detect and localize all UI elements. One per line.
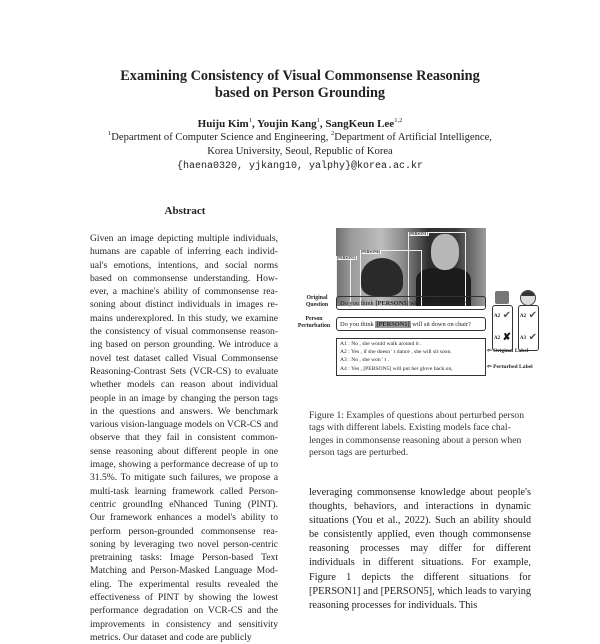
question-text: will sit down on chair? [410,321,471,328]
check-icon: ✔ [528,310,537,321]
human-answer-1: A2 [520,314,527,319]
bbox-label: [PERSON6] [361,250,380,254]
robot-icon [495,291,509,304]
model-prediction-panel [492,305,513,351]
human-icon [520,290,536,306]
answer-a1: A1 : No , she would walk around it . [340,341,422,347]
body-text: leveraging commonsense knowledge about people's thoughts, behaviors, and interactions in dynamic situations (You et al., 2022). Such an ability should be consistently applied, even though commonsense reasoning processes may differ for different individuals in different situations. For example, Figure 1 depicts the different situations for [PERSON1] and [PERSON5], which leads to varying reasoning processes for individuals. This [309,487,531,611]
check-icon: ✔ [528,332,537,343]
model-answer-1: A2 [494,314,501,319]
bbox-label: [PERSON1] [409,232,428,236]
paper-title [0,68,600,102]
figure-caption: Figure 1: Examples of questions about perturbed person tags with different labels. Existing models face challenges in commonsense reasoning about a person when person tags are perturbed. [309,410,525,458]
label-original-question: Original Question [305,295,329,308]
author-list: Huiju Kim$^1$, Youjin Kang$^1$, SangKeun Lee$^{1,2}$ [197,117,403,130]
author-name: Huiju Kim [197,118,249,130]
affiliation-1: Department of Computer Science and Engineering, [111,132,332,143]
author-name: Youjin Kang [257,118,317,130]
person-tag-highlighted: [PERSON1] [376,321,410,328]
human-answer-panel [518,305,539,351]
author-sup: 1 [316,117,320,124]
question-text: Do you think [340,300,376,307]
model-answer-2: A2 [494,336,501,341]
abstract-heading: Abstract [164,205,206,217]
figure-photo [336,228,486,306]
bbox-label: [PERSON5] [337,256,356,260]
legend-original-label: ⇦ Original Label [487,348,529,354]
title-line-1: Examining Consistency of Visual Commonsense Reasoning [120,68,480,84]
answer-choices-box [336,338,486,376]
abstract-text: Given an image depicting multiple individuals, humans are capable of inferring each individual's emotions, intentions, and social norms based on commonsense understanding. However, a machine's ability of commonsense reasoning about distinct individuals in images remains underexplored. In this study, we examine the consistency of visual commonsense reasoning based on person grounding. We introduce a novel test dataset called Visual Commonsense Reasoning-Contrast Sets (VCR-CS) to evaluate whether models can reason about individual people in an image by changing the person tags in the questions and answers. We benchmark various vision-language models on VCR-CS and observe that they fail in consistent commonsense reasoning about different people in one image, showing a performance decrease of up to 31.5%. To mitigate such failures, we propose a multi-task learning framework called Person-centric groundIng eNhanced Tuning (PINT). Our framework enhances a model's ability to perform person-grounded commonsense reasoning by leveraging two novel person-centric pretraining tasks: Image Person-based Text Matching and Person-Masked Language Modeling. The experimental results revealed the effectiveness of PINT by showing the lowest performance degradation on VCR-CS and the improvements in consistency and sensitivity metrics. Our dataset and code are publicly [90,233,278,643]
author-sup: 1 [248,117,252,124]
perturbed-question-box [336,317,486,331]
human-answer-2: A3 [520,336,527,341]
affil-sup: 1 [108,130,112,137]
answer-a2: A2 : Yes , if she doesn ' t dance , she will sit soon. [340,349,452,356]
label-person-perturbation: Person Perturbation [297,316,331,329]
bbox-person1 [408,232,466,306]
original-question-box [336,296,486,310]
answer-a3: A3 : No , she won ' t . [340,357,389,364]
person-tag: [PERSON5] [375,300,409,307]
affiliations [0,131,600,158]
question-text: will sit down on chair? [408,300,469,307]
affiliation-address: Korea University, Seoul, Republic of Korea [207,145,393,157]
legend-perturbed-label: ⇦ Perturbed Label [487,364,533,370]
check-icon: ✔ [502,310,511,321]
title-line-2: based on Person Grounding [214,85,386,101]
question-text: Do you think [340,321,376,328]
figure-1 [297,210,545,375]
answer-a4: A4 : Yes , [PERSON5] will put her glove back on, [340,365,453,372]
legend-text: Original Label [493,348,529,354]
author-name: SangKeun Lee [325,118,395,130]
cross-icon: ✘ [502,332,511,343]
legend-text: Perturbed Label [493,364,533,370]
affiliation-2: Department of Artificial Intelligence, [334,132,492,143]
affil-sup: 2 [331,130,335,137]
author-emails: {haena0320, yjkang10, yalphy}@korea.ac.kr [176,161,424,172]
author-sup: 1,2 [394,117,403,124]
